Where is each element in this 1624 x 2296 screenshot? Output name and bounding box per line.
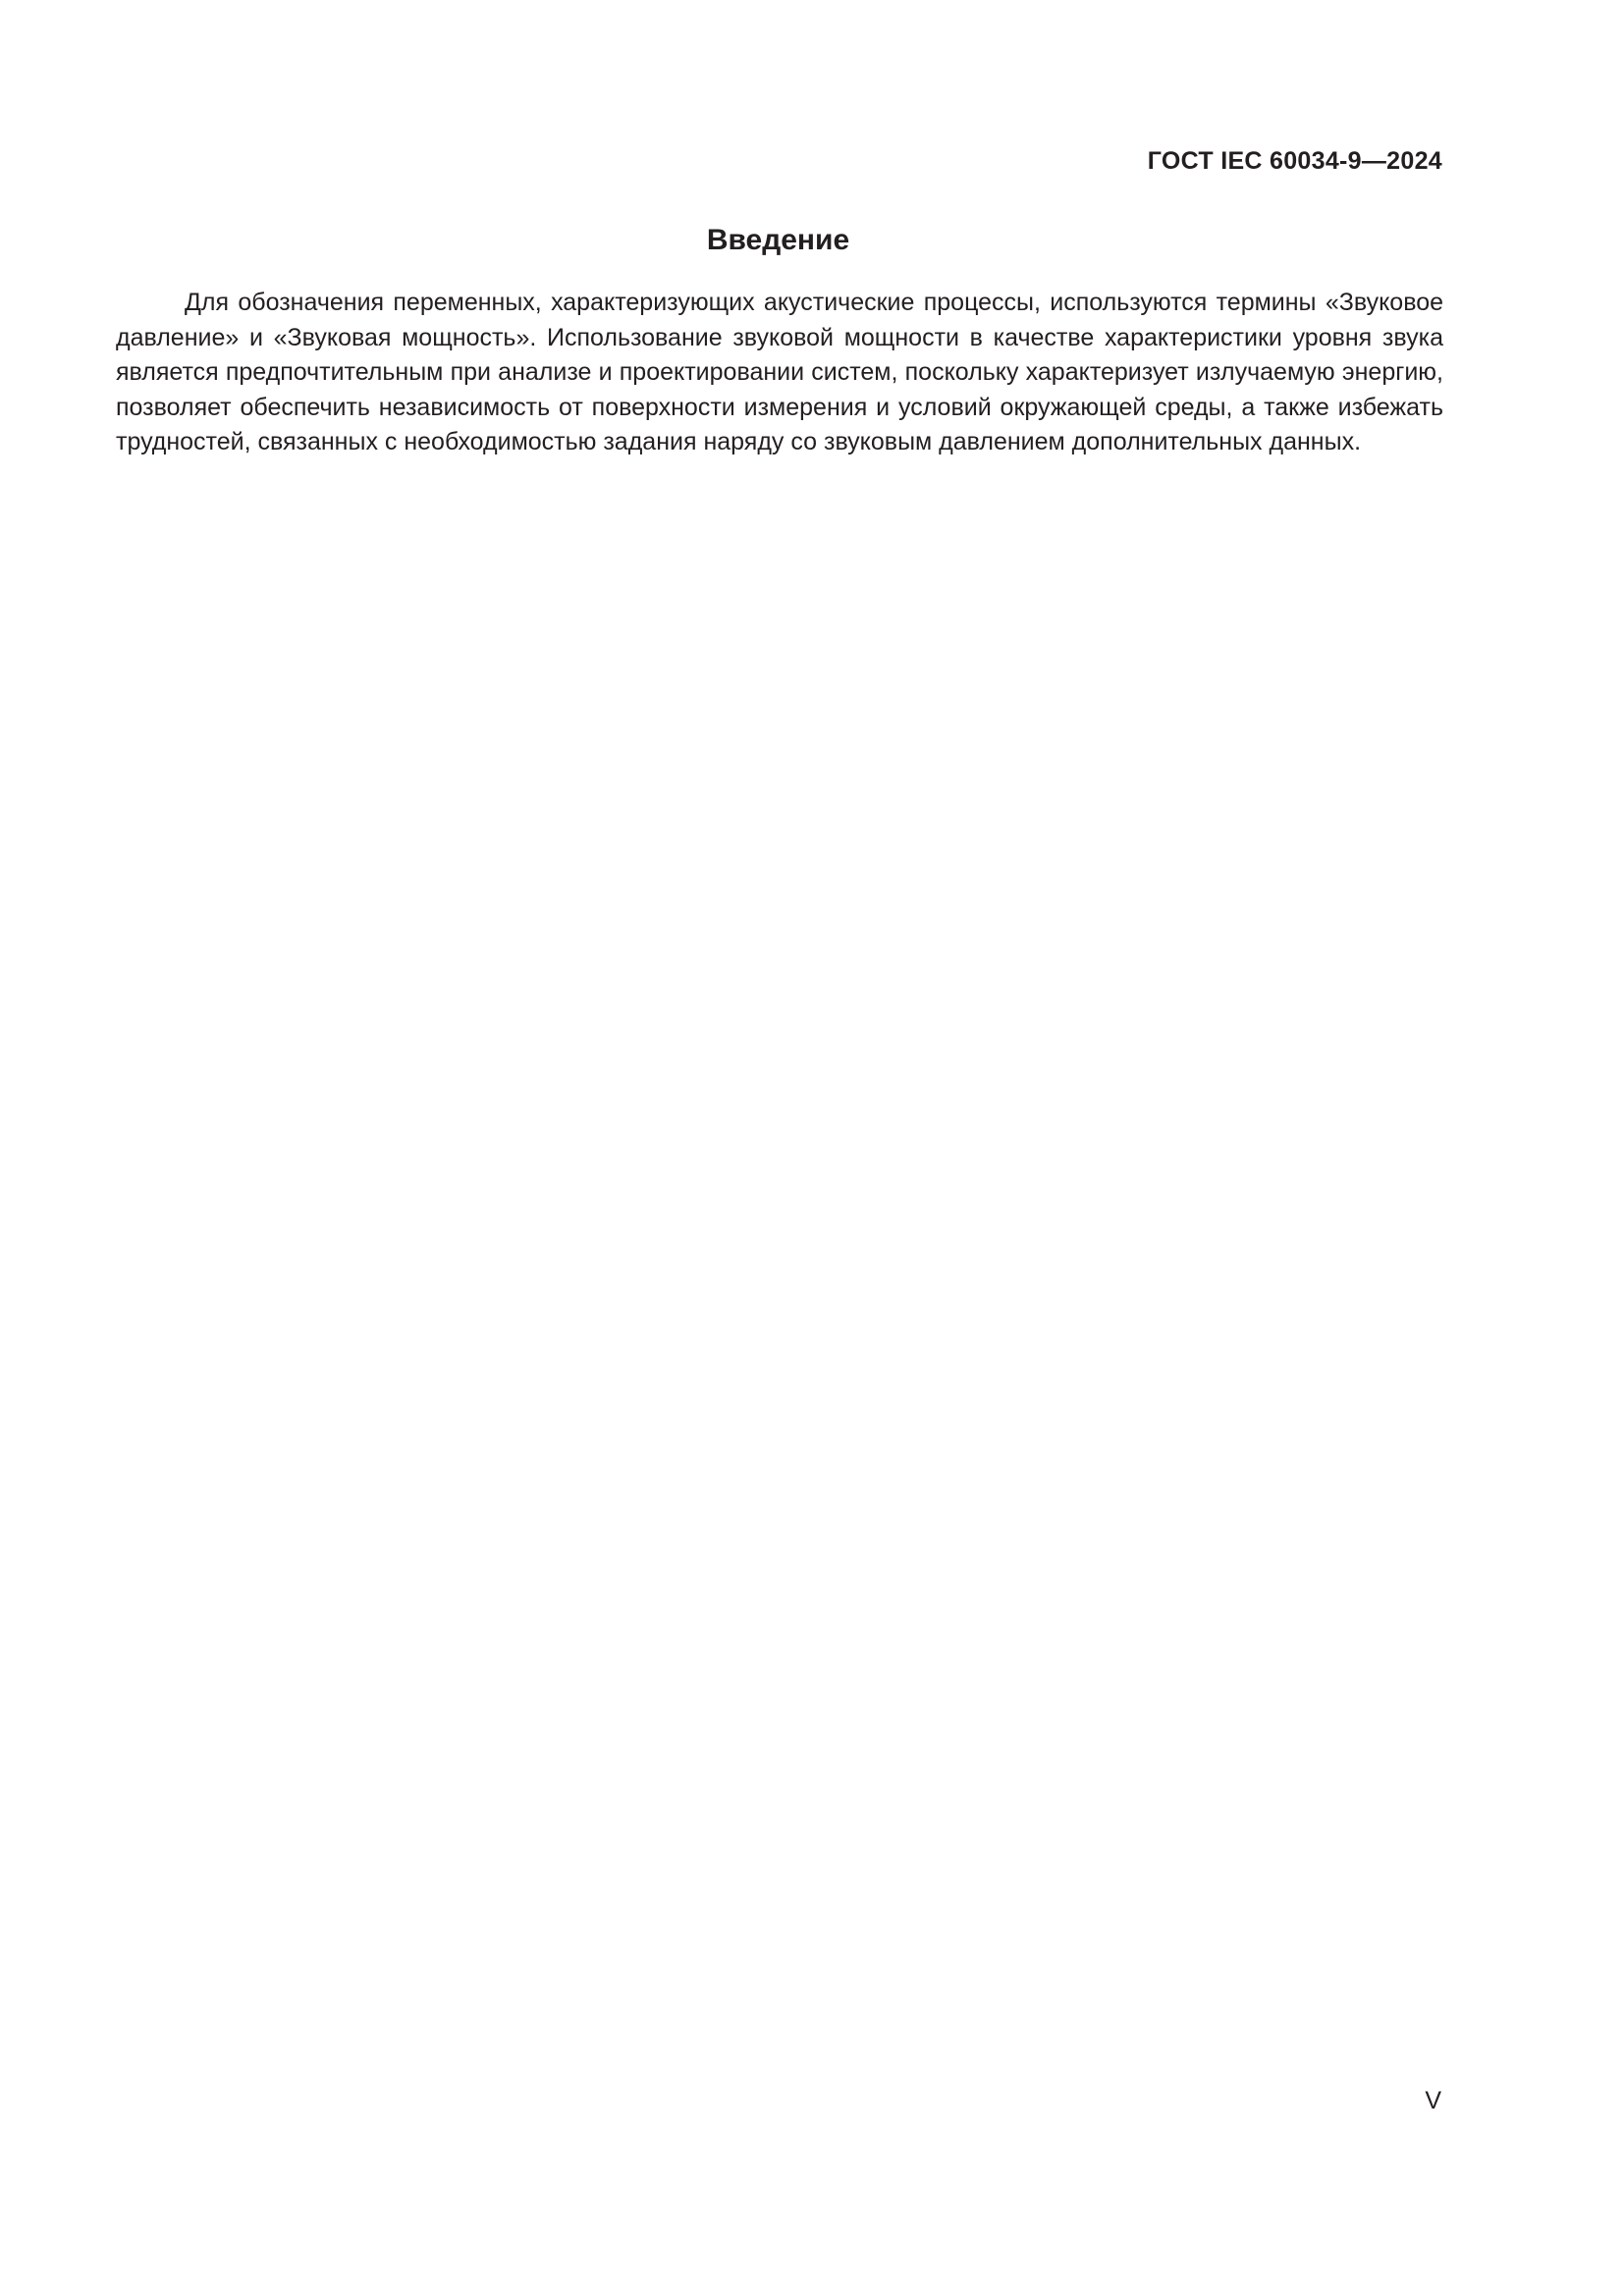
intro-paragraph: Для обозначения переменных, характеризующих акустические процессы, используются термины «Звуковое давление» и «Звуковая мощность». Использование звуковой мощности в качестве характеристики уровня звука является предпочтительным при анализе и проектировании систем, поскольку характеризует излучаемую энергию, позволяет обеспечить независимость от поверхности измерения и условий окружающей среды, а также избежать трудностей, связанных с необходимостью задания наряду со звуковым давлением дополнительных данных. [116, 289, 1443, 455]
section-title: Введение [706, 224, 850, 256]
page-number: V [1425, 2087, 1441, 2114]
document-code: ГОСТ IEC 60034-9—2024 [1147, 147, 1442, 175]
